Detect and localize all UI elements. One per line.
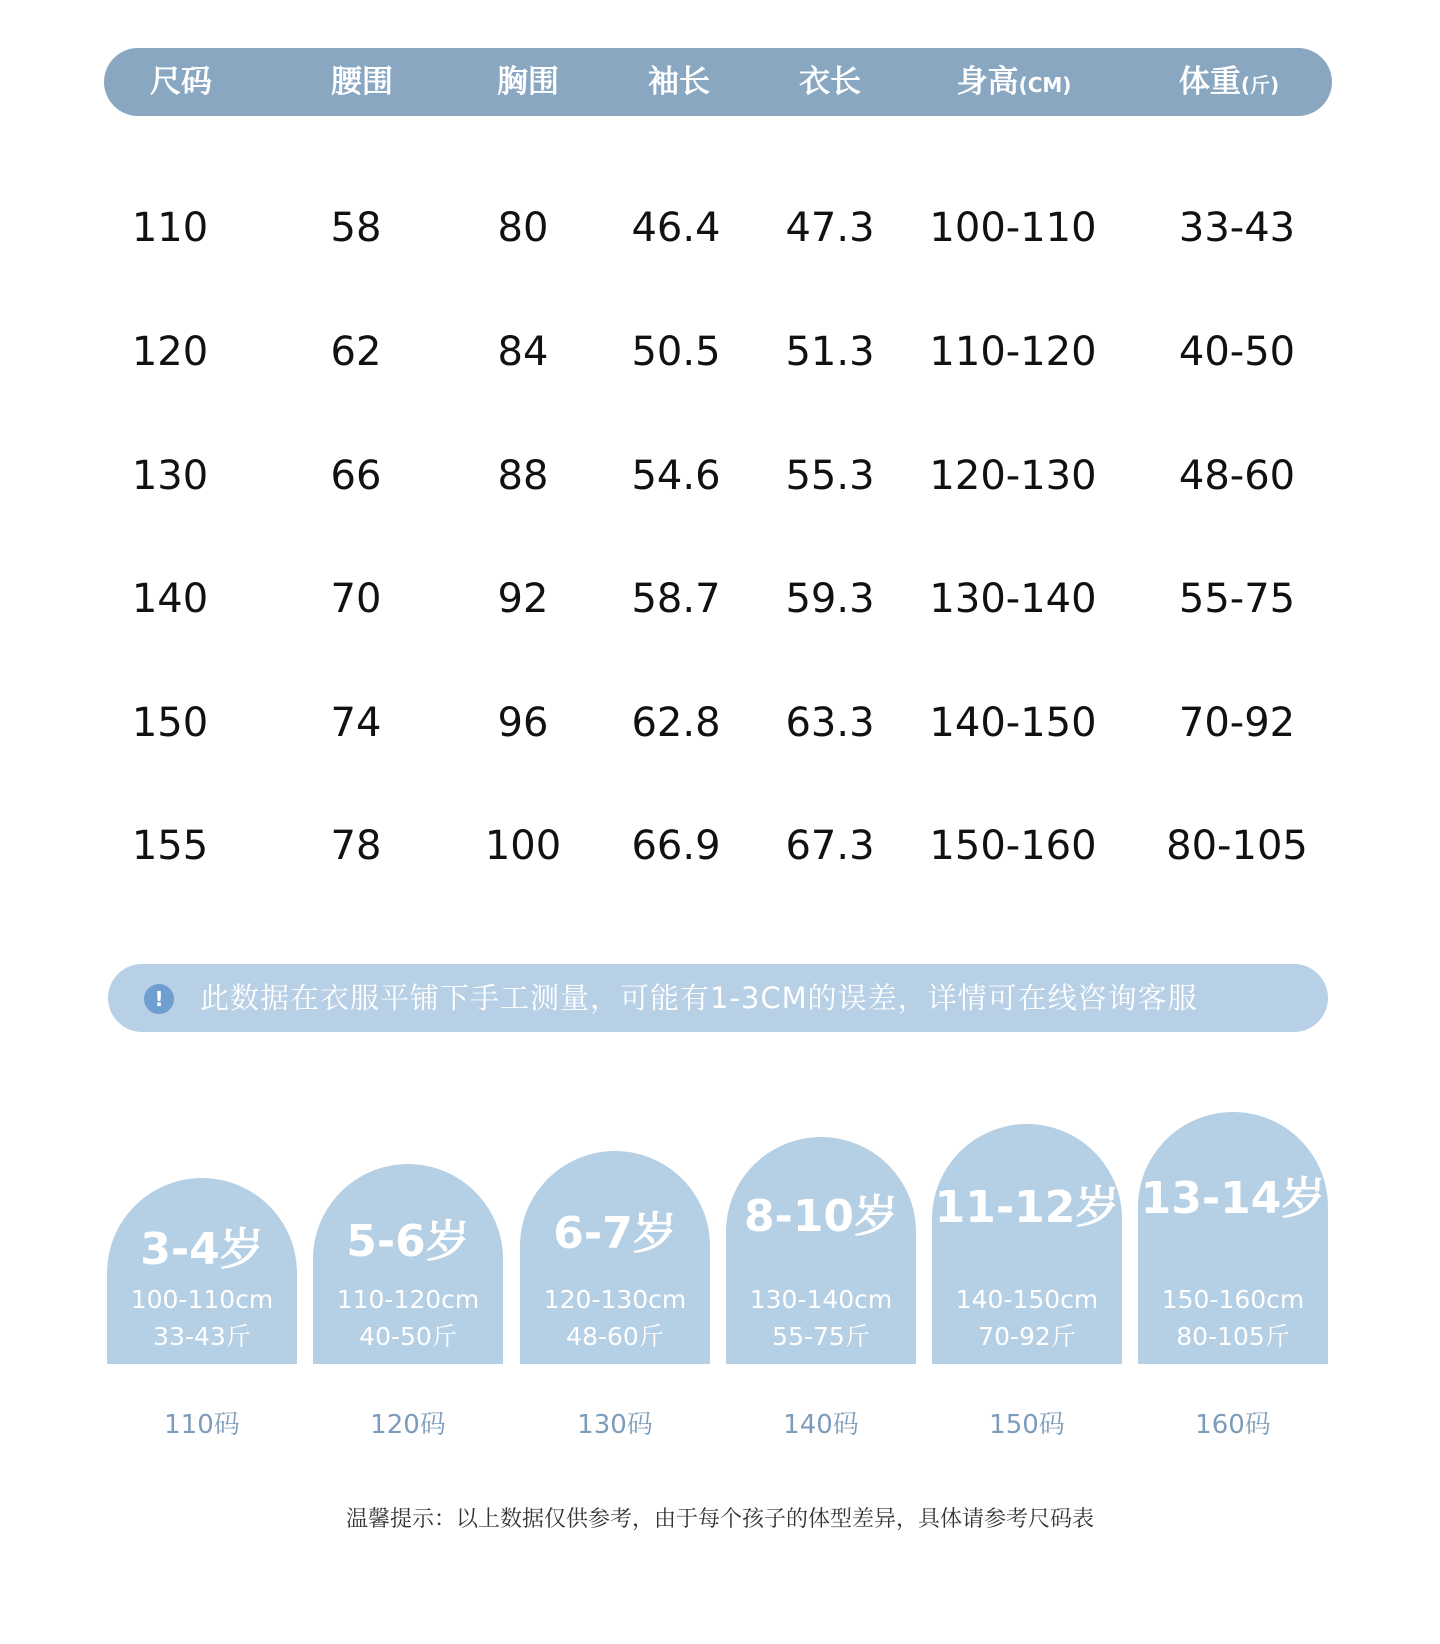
header-length: 衣长 bbox=[799, 64, 861, 100]
card-height-range: 150-160cm bbox=[1161, 1285, 1305, 1314]
header-height: 身高(CM) bbox=[956, 64, 1072, 100]
card-weight-range: 48-60斤 bbox=[566, 1322, 664, 1351]
measurement-notice bbox=[108, 964, 1328, 1032]
table-cell: 66.9 bbox=[631, 823, 721, 869]
card-height-range: 140-150cm bbox=[955, 1285, 1099, 1314]
table-cell: 55-75 bbox=[1178, 576, 1296, 622]
age-card bbox=[313, 1164, 503, 1364]
table-cell: 150 bbox=[131, 700, 209, 746]
table-cell: 96 bbox=[497, 700, 549, 746]
card-size-label: 160码 bbox=[1195, 1410, 1271, 1440]
table-cell: 100 bbox=[484, 823, 562, 869]
table-cell: 47.3 bbox=[785, 205, 875, 251]
table-cell: 84 bbox=[497, 329, 549, 375]
card-age: 11-12岁 bbox=[934, 1182, 1120, 1233]
card-age: 3-4岁 bbox=[140, 1224, 264, 1275]
header-chest: 胸围 bbox=[497, 64, 559, 100]
notice-text: 此数据在衣服平铺下手工测量，可能有1-3CM的误差，详情可在线咨询客服 bbox=[200, 981, 1198, 1015]
table-cell: 40-50 bbox=[1178, 329, 1296, 375]
table-cell: 33-43 bbox=[1178, 205, 1296, 251]
table-cell: 46.4 bbox=[631, 205, 721, 251]
header-weight-unit: (斤) bbox=[1240, 73, 1280, 97]
header-weight: 体重(斤) bbox=[1178, 64, 1280, 100]
table-cell: 54.6 bbox=[631, 453, 721, 499]
tip-text: 温馨提示：以上数据仅供参考，由于每个孩子的体型差异，具体请参考尺码表 bbox=[345, 1507, 1094, 1532]
table-cell: 150-160 bbox=[929, 823, 1097, 869]
card-weight-range: 55-75斤 bbox=[772, 1322, 870, 1351]
table-cell: 58 bbox=[330, 205, 382, 251]
header-height-unit: (CM) bbox=[1018, 73, 1072, 97]
card-weight-range: 40-50斤 bbox=[359, 1322, 457, 1351]
card-height-range: 100-110cm bbox=[130, 1285, 274, 1314]
header-size: 尺码 bbox=[150, 64, 212, 100]
table-cell: 50.5 bbox=[631, 329, 721, 375]
card-size-label: 110码 bbox=[164, 1410, 240, 1440]
table-cell: 140 bbox=[131, 576, 209, 622]
table-cell: 63.3 bbox=[785, 700, 875, 746]
card-weight-range: 70-92斤 bbox=[978, 1322, 1076, 1351]
card-size-label: 140码 bbox=[783, 1410, 859, 1440]
card-age: 5-6岁 bbox=[346, 1216, 470, 1267]
table-cell: 62 bbox=[330, 329, 382, 375]
table-cell: 140-150 bbox=[929, 700, 1097, 746]
card-height-range: 120-130cm bbox=[543, 1285, 687, 1314]
table-cell: 130-140 bbox=[929, 576, 1097, 622]
card-age: 6-7岁 bbox=[553, 1208, 677, 1259]
table-cell: 51.3 bbox=[785, 329, 875, 375]
table-cell: 110-120 bbox=[929, 329, 1097, 375]
table-cell: 88 bbox=[497, 453, 549, 499]
card-size-label: 130码 bbox=[577, 1410, 653, 1440]
table-cell: 92 bbox=[497, 576, 549, 622]
age-card bbox=[932, 1124, 1122, 1364]
card-weight-range: 33-43斤 bbox=[153, 1322, 251, 1351]
card-age: 8-10岁 bbox=[743, 1191, 899, 1242]
card-age: 13-14岁 bbox=[1140, 1173, 1326, 1224]
table-cell: 130 bbox=[131, 453, 209, 499]
age-card bbox=[107, 1178, 297, 1364]
card-size-label: 150码 bbox=[989, 1410, 1065, 1440]
table-cell: 62.8 bbox=[631, 700, 721, 746]
table-cell: 70-92 bbox=[1178, 700, 1296, 746]
age-card bbox=[1138, 1112, 1328, 1364]
table-cell: 120 bbox=[131, 329, 209, 375]
table-cell: 110 bbox=[131, 205, 209, 251]
card-height-range: 130-140cm bbox=[749, 1285, 893, 1314]
age-card bbox=[520, 1151, 710, 1364]
card-weight-range: 80-105斤 bbox=[1176, 1322, 1290, 1351]
table-cell: 58.7 bbox=[631, 576, 721, 622]
table-cell: 67.3 bbox=[785, 823, 875, 869]
table-cell: 80 bbox=[497, 205, 549, 251]
table-cell: 55.3 bbox=[785, 453, 875, 499]
table-cell: 66 bbox=[330, 453, 382, 499]
card-height-range: 110-120cm bbox=[336, 1285, 480, 1314]
table-cell: 70 bbox=[330, 576, 382, 622]
table-cell: 74 bbox=[330, 700, 382, 746]
exclamation-icon: ! bbox=[144, 984, 174, 1014]
table-cell: 59.3 bbox=[785, 576, 875, 622]
table-cell: 78 bbox=[330, 823, 382, 869]
table-cell: 48-60 bbox=[1178, 453, 1296, 499]
table-cell: 100-110 bbox=[929, 205, 1097, 251]
size-table-header bbox=[104, 48, 1332, 116]
card-size-label: 120码 bbox=[370, 1410, 446, 1440]
header-sleeve: 袖长 bbox=[648, 64, 710, 100]
table-cell: 155 bbox=[131, 823, 209, 869]
age-card bbox=[726, 1137, 916, 1364]
table-cell: 80-105 bbox=[1166, 823, 1308, 869]
header-waist: 腰围 bbox=[331, 64, 393, 100]
table-cell: 120-130 bbox=[929, 453, 1097, 499]
